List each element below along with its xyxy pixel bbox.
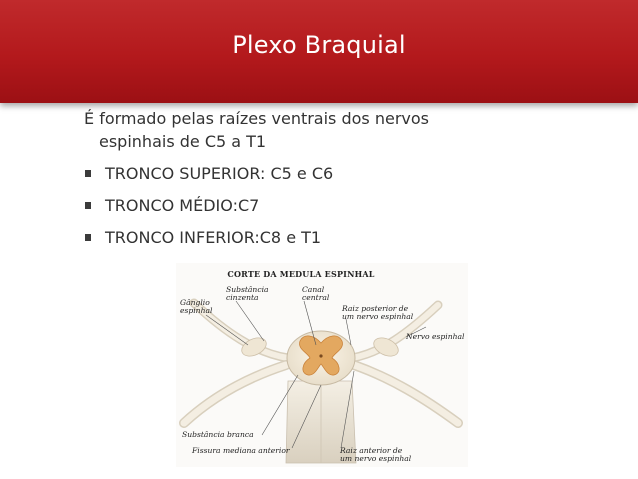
bullet-square-icon	[85, 202, 91, 209]
bullet-square-icon	[85, 170, 91, 177]
bullet-text: TRONCO SUPERIOR: C5 e C6	[105, 164, 334, 183]
label-raiz-posterior: Raiz posterior de um nervo espinhal	[342, 304, 414, 321]
label-canal-central: Canal central	[302, 285, 330, 302]
bullet-list	[84, 162, 604, 249]
slide-content	[84, 107, 604, 249]
intro-line-2: espinhais de C5 a T1	[99, 132, 267, 151]
label-raiz-anterior: Raiz anterior de um nervo espinhal	[340, 446, 412, 463]
label-substancia-cinzenta: Substância cinzenta	[226, 285, 269, 302]
slide-title: Plexo Braquial	[232, 31, 406, 59]
label-nervo-espinhal: Nervo espinhal	[406, 332, 465, 341]
label-substancia-branca: Substância branca	[182, 430, 254, 439]
bullet-text: TRONCO MÉDIO:C7	[105, 196, 260, 215]
bullet-text: TRONCO INFERIOR:C8 e T1	[105, 228, 322, 247]
title-bar	[0, 0, 638, 103]
intro-line-1: É formado pelas raízes ventrais dos nervos	[84, 109, 429, 128]
bullet-item	[84, 162, 604, 185]
intro-text	[84, 107, 604, 153]
bullet-square-icon	[85, 234, 91, 241]
label-ganglio-espinhal: Gânglio espinhal	[180, 298, 213, 315]
label-fissura-mediana: Fissura mediana anterior	[192, 446, 290, 455]
bullet-item	[84, 226, 604, 249]
bullet-item	[84, 194, 604, 217]
spinal-cord-figure	[176, 263, 468, 467]
figure-heading: CORTE DA MEDULA ESPINHAL	[227, 269, 375, 279]
